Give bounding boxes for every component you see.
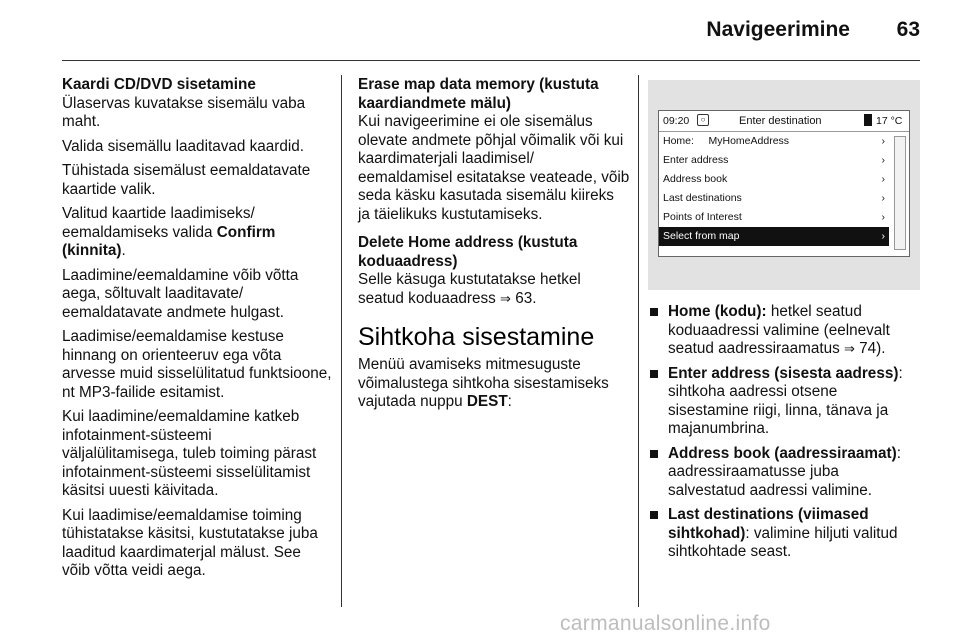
chevron-right-icon: › — [881, 154, 885, 166]
menu-item-select-from-map[interactable]: Select from map › — [659, 227, 889, 246]
col1-p4: Valitud kaartide laadimiseks/ eemaldamiseks valida Confirm (kinnita). — [62, 205, 276, 259]
temperature-icon — [864, 114, 872, 126]
screen-temperature: 17 °C — [876, 115, 903, 127]
ref-arrow-icon: ⇒ — [500, 290, 511, 306]
bullet-square-icon — [650, 511, 658, 519]
watermark: carmanualsonline.info — [560, 612, 771, 635]
chevron-right-icon: › — [881, 230, 885, 242]
dest-button-term: DEST — [466, 393, 508, 410]
screen-illustration — [648, 80, 920, 290]
screen-time: 09:20 — [663, 115, 690, 127]
menu-item-points-of-interest[interactable]: Points of Interest › — [659, 208, 889, 227]
screen-status-bar — [659, 111, 909, 132]
bullet-square-icon — [650, 450, 658, 458]
screen-title: Enter destination — [739, 115, 822, 127]
col1-p5: Laadimine/eemaldamine võib võtta aega, sõltuvalt laaditavate/ eemaldatavate andmete hulgast. — [62, 266, 299, 321]
chevron-right-icon: › — [881, 211, 885, 223]
col1-p6: Laadimise/eemaldamise kestuse hinnang on orienteeruv ega võta arvesse muid sisselülitatud funktsioone, nt MP3-failide esitamist. — [62, 328, 332, 401]
section-title: Sihtkoha sisestamine — [358, 323, 595, 351]
bullet-square-icon — [650, 370, 658, 378]
menu-item-last-destinations[interactable]: Last destinations › — [659, 189, 889, 208]
ref-arrow-icon: ⇒ — [844, 341, 855, 356]
menu-item-enter-address[interactable]: Enter address › — [659, 151, 889, 170]
erase-heading: Erase map data memory (kustuta kaardiandmete mälu) — [358, 76, 599, 112]
section-intro: Menüü avamiseks mitmesuguste võimalustega sihtkoha sisestamiseks vajutada nuppu DEST: — [358, 356, 609, 410]
column-1 — [62, 76, 332, 587]
nav-icon: ○ — [697, 114, 709, 126]
header-rule — [62, 60, 920, 61]
delete-home-heading: Delete Home address (kustuta koduaadress) — [358, 234, 578, 270]
chevron-right-icon: › — [881, 135, 885, 147]
map-cd-heading: Kaardi CD/DVD sisetamine — [62, 76, 256, 93]
col1-p1: Ülaservas kuvatakse sisemälu vaba maht. — [62, 94, 306, 130]
page-number: 63 — [896, 18, 920, 41]
chevron-right-icon: › — [881, 173, 885, 185]
page-header-title: Navigeerimine — [706, 18, 850, 41]
col1-p7: Kui laadimine/eemaldamine katkeb infotainment-süsteemi väljalülitamisega, tuleb toiming pärast infotainment-süsteemi sisselülitamist käsitsi uuesti käivitada. — [62, 408, 317, 499]
column-2 — [358, 76, 630, 418]
delete-home-text: Selle käsuga kustutatakse hetkel seatud koduaadress — [358, 271, 581, 307]
chevron-right-icon: › — [881, 192, 885, 204]
list-item: Enter address (sisesta aadress): sihtkoha aadressi otsene sisestamine riigi, linna, tänava ja majanumbrina. — [648, 365, 920, 439]
menu-item-home[interactable]: Home: MyHomeAddress › — [659, 132, 889, 151]
erase-text: Kui navigeerimine ei ole sisemälus olevate andmete põhjal võimalik või kui kaardimaterjali laadimisel/ eemaldamisel esitatakse veateade, võib seda käsku kasutada sisemälu kiireks ja täielikuks kustutamiseks. — [358, 113, 630, 223]
confirm-term: Confirm (kinnita) — [62, 223, 276, 259]
delete-home-ref: 63. — [515, 289, 537, 307]
col1-p8: Kui laadimise/eemaldamise toiming tühistatakse käsitsi, kustutatakse juba laaditud kaardimaterjal mälust. See võib võtta veidi aega. — [62, 506, 318, 579]
list-item: Last destinations (viimased sihtkohad): valimine hiljuti valitud sihtkohtade seast. — [648, 506, 920, 562]
bullet-square-icon — [650, 308, 658, 316]
list-item: Home (kodu): hetkel seatud koduaadressi valimine (eelnevalt seatud aadressiraamatus ⇒ 74). — [648, 303, 920, 359]
list-item: Address book (aadressiraamat): aadressiraamatusse juba salvestatud aadressi valimine. — [648, 445, 920, 501]
column-divider-2 — [638, 75, 639, 607]
col1-p3: Tühistada sisemälust eemaldatavate kaartide valik. — [62, 162, 311, 198]
menu-item-address-book[interactable]: Address book › — [659, 170, 889, 189]
column-divider-1 — [341, 75, 342, 607]
screen-scrollbar[interactable] — [894, 136, 906, 250]
menu-options-list — [648, 303, 920, 568]
col1-p2: Valida sisemällu laaditavad kaardid. — [62, 137, 305, 155]
enter-destination-screen — [658, 110, 910, 257]
